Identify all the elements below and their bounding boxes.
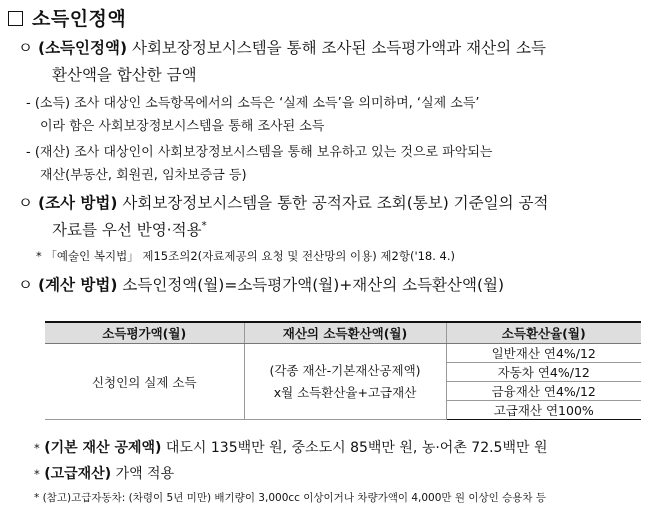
table-header: 재산의 소득환산액(월) xyxy=(244,322,446,344)
sec3-term: (계산 방법) xyxy=(38,276,118,294)
section-title xyxy=(8,4,126,31)
sec1-line1 xyxy=(18,36,546,58)
circle-bullet-icon: ㅇ xyxy=(18,276,33,294)
asset-formula-line1: (각종 재산-기본재산공제액) xyxy=(269,362,421,378)
sec2-line2 xyxy=(52,218,207,240)
circle-bullet-icon: ㅇ xyxy=(18,39,33,57)
note-text: 대도시 135백만 원, 중소도시 85백만 원, 농·어촌 72.5백만 원 xyxy=(165,440,548,456)
sec2-line2-text: 자료를 우선 반영·적용 xyxy=(52,221,202,239)
rate-cell: 자동차 연4%/12 xyxy=(446,363,641,382)
table-header-row xyxy=(45,322,641,344)
sec2-note: * 「예술인 복지법」 제15조의2(자료제공의 요청 및 전산망의 이용) 제2항('18. 4.) xyxy=(36,249,456,263)
footnote-mark: * xyxy=(201,219,207,232)
footnote-mark: * xyxy=(34,467,40,481)
note-reference: * (참고)고급자동차: (차령이 5년 미만) 배기량이 3,000cc 이상이거나 차량가액이 4,000만 원 이상인 승용차 등 xyxy=(34,492,547,504)
note-luxury-asset xyxy=(34,463,174,483)
rate-cell: 일반재산 연4%/12 xyxy=(446,344,641,363)
note-basic-deduction xyxy=(34,437,548,457)
note-term: (고급재산) xyxy=(44,466,112,482)
sec2-line1-text: 사회보장정보시스템을 통한 공적자료 조회(통보) 기준일의 공적 xyxy=(122,194,549,212)
sec1-line2: 환산액을 합산한 금액 xyxy=(52,66,197,84)
section-title-text: 소득인정액 xyxy=(32,8,127,30)
table-header: 소득환산율(월) xyxy=(446,322,641,344)
table-header: 소득평가액(월) xyxy=(45,322,244,344)
rate-cell: 고급재산 연100% xyxy=(446,401,641,420)
sec1-line1-text: 사회보장정보시스템을 통해 조사된 소득평가액과 재산의 소득 xyxy=(131,39,546,57)
circle-bullet-icon: ㅇ xyxy=(18,194,33,212)
income-cell: 신청인의 실제 소득 xyxy=(45,344,244,420)
asset-formula-line2: x월 소득환산율+고급재산 xyxy=(273,384,417,400)
asset-formula-cell xyxy=(244,344,446,420)
sec1-sub2-line2: 재산(부동산, 회원권, 임차보증금 등) xyxy=(40,168,247,183)
sec1-sub1-line1: - (소득) 조사 대상인 소득항목에서의 소득은 ‘실제 소득’을 의미하며, ‘실제 소득’ xyxy=(26,96,480,111)
checkbox-square-icon xyxy=(8,11,23,26)
income-conversion-table xyxy=(45,321,641,420)
sec2-line1 xyxy=(18,191,548,213)
sec2-term: (조사 방법) xyxy=(38,194,118,212)
sec1-term: (소득인정액) xyxy=(38,39,128,57)
table-row xyxy=(45,344,641,363)
footnote-mark: * xyxy=(34,441,40,455)
note-text: 가액 적용 xyxy=(115,466,175,482)
sec1-sub1-line2: 이라 함은 사회보장정보시스템을 통해 조사된 소득 xyxy=(40,119,325,134)
sec3-line xyxy=(18,273,504,295)
note-term: (기본 재산 공제액) xyxy=(44,440,162,456)
sec3-formula: 소득인정액(월)=소득평가액(월)+재산의 소득환산액(월) xyxy=(122,276,505,294)
sec1-sub2-line1: - (재산) 조사 대상인이 사회보장정보시스템을 통해 보유하고 있는 것으로 파악되는 xyxy=(26,145,493,160)
rate-cell: 금융재산 연4%/12 xyxy=(446,382,641,401)
